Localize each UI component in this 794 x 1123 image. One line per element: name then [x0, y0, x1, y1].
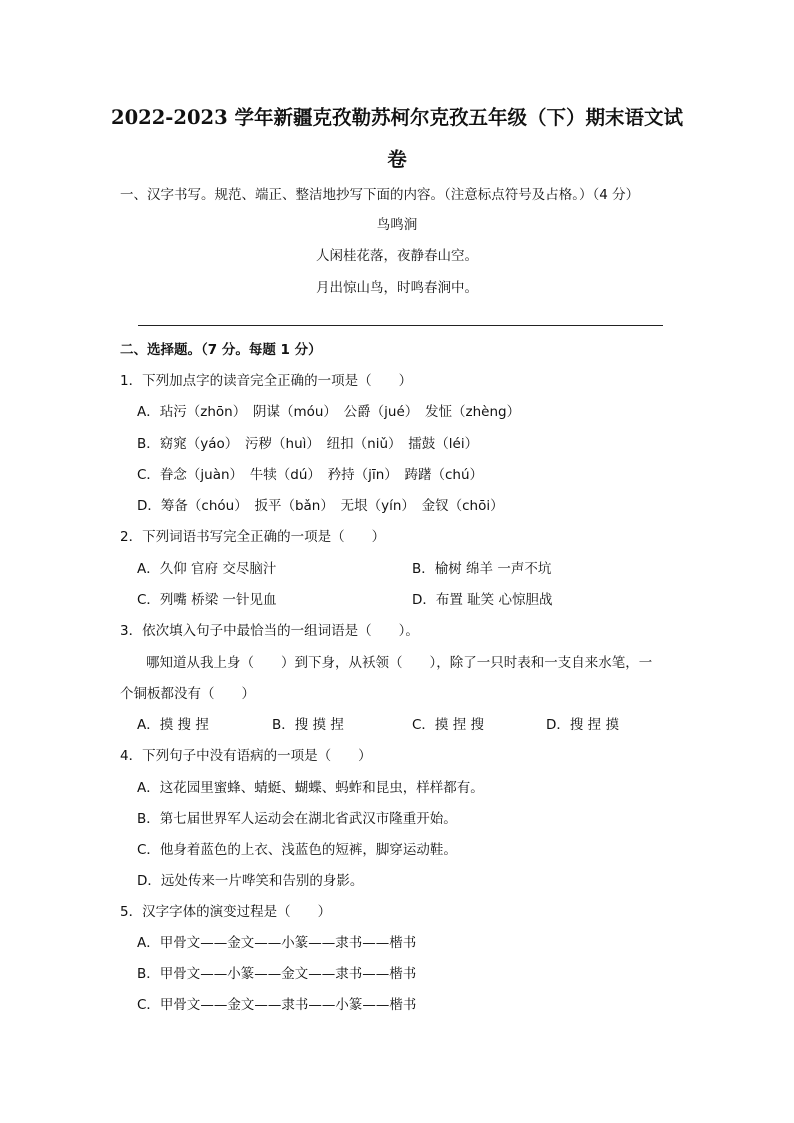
writing-line	[138, 325, 663, 326]
q1-stem: 1．下列加点字的读音完全正确的一项是（ ）	[120, 373, 413, 389]
q4-stem: 4．下列句子中没有语病的一项是（ ）	[120, 748, 372, 764]
q3-stem: 3．依次填入句子中最恰当的一组词语是（ ）。	[120, 623, 419, 639]
q3-option-a: A．摸 搜 捏	[137, 717, 209, 733]
q5-stem: 5．汉字字体的演变过程是（ ）	[120, 904, 332, 920]
q5-option-c: C．甲骨文——金文——隶书——小篆——楷书	[137, 997, 417, 1013]
q3-option-d: D．搜 捏 摸	[546, 717, 619, 733]
q4-option-a: A．这花园里蜜蜂、蜻蜓、蝴蝶、蚂蚱和昆虫，样样都有。	[137, 780, 484, 796]
q2-option-d: D．布置 耻笑 心惊胆战	[412, 592, 553, 608]
q1-option-d: D．筹备（chóu） 扳平（bǎn） 无垠（yín） 金钗（chōi）	[137, 498, 504, 514]
q3-passage-line1: 哪知道从我上身（ ）到下身，从袄领（ ），除了一只时表和一支自来水笔，一	[146, 655, 653, 671]
q3-passage-line2: 个铜板都没有（ ）	[120, 686, 255, 702]
q5-option-a: A．甲骨文——金文——小篆——隶书——楷书	[137, 935, 417, 951]
page-title-line1: 2022-2023 学年新疆克孜勒苏柯尔克孜五年级（下）期末语文试	[111, 106, 683, 129]
q2-option-b: B．榆树 绵羊 一声不坑	[412, 561, 552, 577]
q4-option-b: B．第七届世界军人运动会在湖北省武汉市隆重开始。	[137, 811, 457, 827]
page-title-line2: 卷	[387, 148, 407, 171]
q3-option-b: B．搜 摸 捏	[272, 717, 344, 733]
q2-option-a: A．久仰 官府 交尽脑汁	[137, 561, 277, 577]
q2-stem: 2．下列词语书写完全正确的一项是（ ）	[120, 529, 386, 545]
poem-line-2: 月出惊山鸟，时鸣春涧中。	[316, 280, 478, 296]
q1-option-c: C．眷念（juàn） 牛犊（dú） 矜持（jīn） 踌躇（chú）	[137, 467, 484, 483]
poem-title: 鸟鸣涧	[376, 217, 418, 233]
section2-heading: 二、选择题。（7 分。每题 1 分）	[120, 342, 322, 358]
q1-option-b: B．窈窕（yáo） 污秽（huì） 纽扣（niǔ） 擂鼓（léi）	[137, 436, 479, 452]
section1-heading: 一、汉字书写。规范、端正、整洁地抄写下面的内容。（注意标点符号及占格。）（4 分）	[120, 187, 640, 203]
q2-option-c: C．列嘴 桥梁 一针见血	[137, 592, 277, 608]
q5-option-b: B．甲骨文——小篆——金文——隶书——楷书	[137, 966, 417, 982]
q3-option-c: C．摸 捏 搜	[412, 717, 485, 733]
q4-option-d: D．远处传来一片哗笑和告别的身影。	[137, 873, 364, 889]
poem-line-1: 人闲桂花落，夜静春山空。	[316, 248, 478, 264]
q4-option-c: C．他身着蓝色的上衣、浅蓝色的短裤，脚穿运动鞋。	[137, 842, 457, 858]
q1-option-a: A．玷污（zhōn） 阴谋（móu） 公爵（jué） 发怔（zhèng）	[137, 404, 521, 420]
